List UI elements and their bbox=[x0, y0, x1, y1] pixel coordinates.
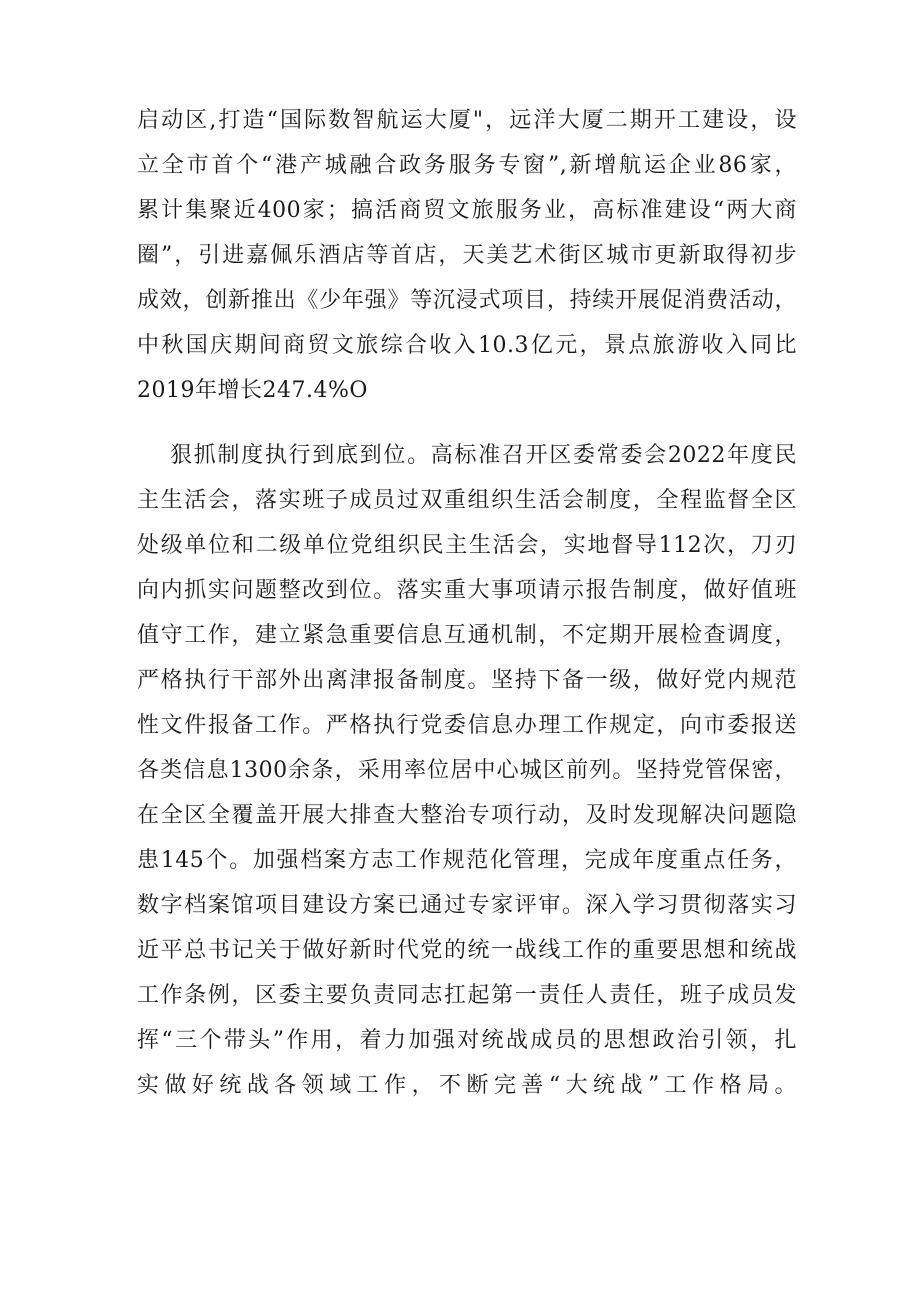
text-line bbox=[137, 1153, 797, 1198]
text-line: 值守工作，建立紧急重要信息互通机制，不定期开展检查调度， bbox=[137, 623, 797, 648]
text-line: 严格执行干部外出离津报备制度。坚持下备一级，做好党内规范 bbox=[137, 668, 797, 693]
text-line: 主生活会，落实班子成员过双重组织生活会制度，全程监督全区 bbox=[137, 488, 797, 513]
text-line: 立全市首个“港产城融合政务服务专窗”,新增航运企业86家， bbox=[137, 153, 797, 178]
text-line: 累计集聚近400家；搞活商贸文旅服务业，高标准建设“两大商 bbox=[137, 198, 797, 223]
text-line: 挥“三个带头”作用，着力加强对统战成员的思想政治引领，扎 bbox=[137, 1028, 797, 1053]
text-line: 在全区全覆盖开展大排查大整治专项行动，及时发现解决问题隐 bbox=[137, 803, 797, 828]
text-line: 性文件报备工作。严格执行党委信息办理工作规定，向市委报送 bbox=[137, 713, 797, 738]
paragraph-commerce-tourism bbox=[137, 98, 797, 413]
text-line: 向内抓实问题整改到位。落实重大事项请示报告制度，做好值班 bbox=[137, 578, 797, 603]
text-line: 工作条例，区委主要负责同志扛起第一责任人责任，班子成员发 bbox=[137, 983, 797, 1008]
text-line: 圈”，引进嘉佩乐酒店等首店，天美艺术街区城市更新取得初步 bbox=[137, 243, 797, 268]
text-line: 数字档案馆项目建设方案已通过专家评审。深入学习贯彻落实习 bbox=[137, 893, 797, 918]
text-line bbox=[137, 1108, 797, 1153]
document-body bbox=[137, 98, 797, 1198]
text-line: 中秋国庆期间商贸文旅综合收入10.3亿元，景点旅游收入同比 bbox=[137, 333, 797, 358]
text-line: 处级单位和二级单位党组织民主生活会，实地督导112次，刀刃 bbox=[137, 533, 797, 558]
text-line: 实做好统战各领域工作，不断完善“大统战”工作格局。 bbox=[137, 1073, 797, 1098]
paragraph-system-execution bbox=[137, 433, 797, 1198]
text-line: 各类信息1300余条，采用率位居中心城区前列。坚持党管保密， bbox=[137, 758, 797, 783]
text-line: 近平总书记关于做好新时代党的统一战线工作的重要思想和统战 bbox=[137, 938, 797, 963]
text-line: 2019年增长247.4%O bbox=[137, 378, 368, 403]
text-line: 启动区,打造“国际数智航运大厦"，远洋大厦二期开工建设，设 bbox=[137, 108, 797, 133]
text-line: 狠抓制度执行到底到位。高标准召开区委常委会2022年度民 bbox=[170, 443, 797, 468]
text-line: 成效，创新推出《少年强》等沉浸式项目，持续开展促消费活动， bbox=[137, 288, 797, 313]
text-line: 患145个。加强档案方志工作规范化管理，完成年度重点任务， bbox=[137, 848, 797, 873]
